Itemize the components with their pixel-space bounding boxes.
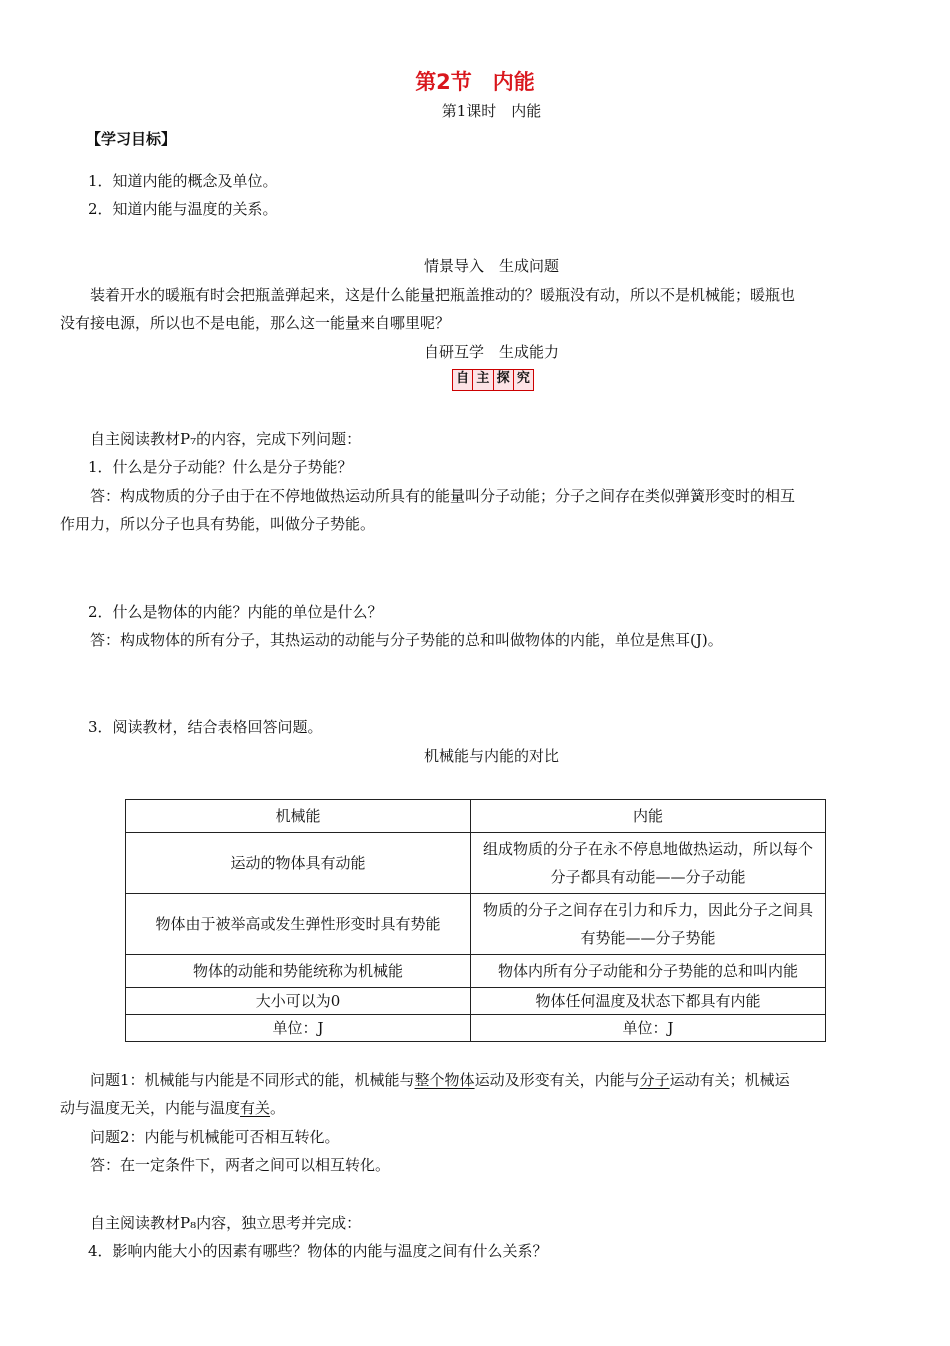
- objectives-heading: 【学习目标】: [86, 130, 177, 148]
- reading-prompt-2: 自主阅读教材P₈内容，独立思考并完成：: [90, 1214, 362, 1232]
- badge-char: 主: [473, 370, 493, 390]
- problem-2: 问题2：内能与机械能可否相互转化。: [90, 1128, 340, 1146]
- problem-1-line: [90, 1069, 790, 1091]
- table-cell: 单位：J: [126, 1015, 471, 1042]
- table-cell: 物体内所有分子动能和分子势能的总和叫内能: [471, 955, 826, 988]
- header-mechanical-energy: 机械能: [126, 800, 471, 833]
- reading-prompt: 自主阅读教材P₇的内容，完成下列问题：: [90, 430, 362, 448]
- intro-text-line: 没有接电源，所以也不是电能，那么这一能量来自哪里呢？: [60, 314, 451, 332]
- problem-1-text: 运动及形变有关，内能与: [474, 1071, 640, 1089]
- table-header-row: [126, 800, 826, 833]
- blank-answer: 整个物体: [414, 1071, 475, 1089]
- table-row: [126, 955, 826, 988]
- problem-1-text: 。: [270, 1099, 286, 1117]
- table-row: [126, 1015, 826, 1042]
- header-internal-energy: 内能: [471, 800, 826, 833]
- badge-char: 自: [453, 370, 473, 390]
- badge-char: 探: [494, 370, 514, 390]
- problem-1-text: 动与温度无关，内能与温度: [60, 1099, 241, 1117]
- table-cell: 物体由于被举高或发生弹性形变时具有势能: [126, 894, 471, 955]
- table-cell: 运动的物体具有动能: [126, 833, 471, 894]
- problem-2-answer: 答：在一定条件下，两者之间可以相互转化。: [90, 1156, 391, 1174]
- blank-answer: 分子: [639, 1071, 670, 1089]
- answer-1-line: 作用力，所以分子也具有势能，叫做分子势能。: [60, 515, 376, 533]
- answer-1-line: 答：构成物质的分子由于在不停地做热运动所具有的能量叫分子动能；分子之间存在类似弹簧形变时的相互: [90, 487, 796, 505]
- problem-1-text: 运动有关；机械运: [669, 1071, 790, 1089]
- table-cell: 物体任何温度及状态下都具有内能: [471, 988, 826, 1015]
- table-caption: 机械能与内能的对比: [423, 747, 559, 765]
- table-cell: 组成物质的分子在永不停息地做热运动，所以每个分子都具有动能——分子动能: [471, 833, 826, 894]
- question-2: 2．什么是物体的内能？内能的单位是什么？: [88, 603, 383, 621]
- objective-item: 2．知道内能与温度的关系。: [88, 200, 278, 218]
- table-row: [126, 988, 826, 1015]
- question-4: 4．影响内能大小的因素有哪些？物体的内能与温度之间有什么关系？: [88, 1242, 548, 1260]
- intro-text-line: 装着开水的暖瓶有时会把瓶盖弹起来，这是什么能量把瓶盖推动的？暖瓶没有动，所以不是机械能；暖瓶也: [90, 286, 796, 304]
- section-title: 第2节 内能: [415, 70, 535, 94]
- question-1: 1．什么是分子动能？什么是分子势能？: [88, 458, 353, 476]
- badge-char: 究: [514, 370, 533, 390]
- problem-1-line: [60, 1097, 285, 1119]
- intro-heading: 情景导入 生成问题: [423, 257, 559, 275]
- self-explore-badge: [452, 369, 534, 391]
- problem-1-text: 问题1：机械能与内能是不同形式的能，机械能与: [90, 1071, 415, 1089]
- table-row: [126, 894, 826, 955]
- lesson-subtitle: 第1课时 内能: [441, 102, 542, 120]
- comparison-table: [125, 799, 826, 1042]
- blank-answer: 有关: [240, 1099, 271, 1117]
- table-cell: 大小可以为0: [126, 988, 471, 1015]
- table-cell: 单位：J: [471, 1015, 826, 1042]
- table-cell: 物体的动能和势能统称为机械能: [126, 955, 471, 988]
- study-heading: 自研互学 生成能力: [423, 343, 559, 361]
- table-cell: 物质的分子之间存在引力和斥力，因此分子之间具有势能——分子势能: [471, 894, 826, 955]
- answer-2: 答：构成物体的所有分子，其热运动的动能与分子势能的总和叫做物体的内能，单位是焦耳(J)。: [90, 631, 723, 649]
- question-3: 3．阅读教材，结合表格回答问题。: [88, 718, 323, 736]
- table-row: [126, 833, 826, 894]
- objective-item: 1．知道内能的概念及单位。: [88, 172, 278, 190]
